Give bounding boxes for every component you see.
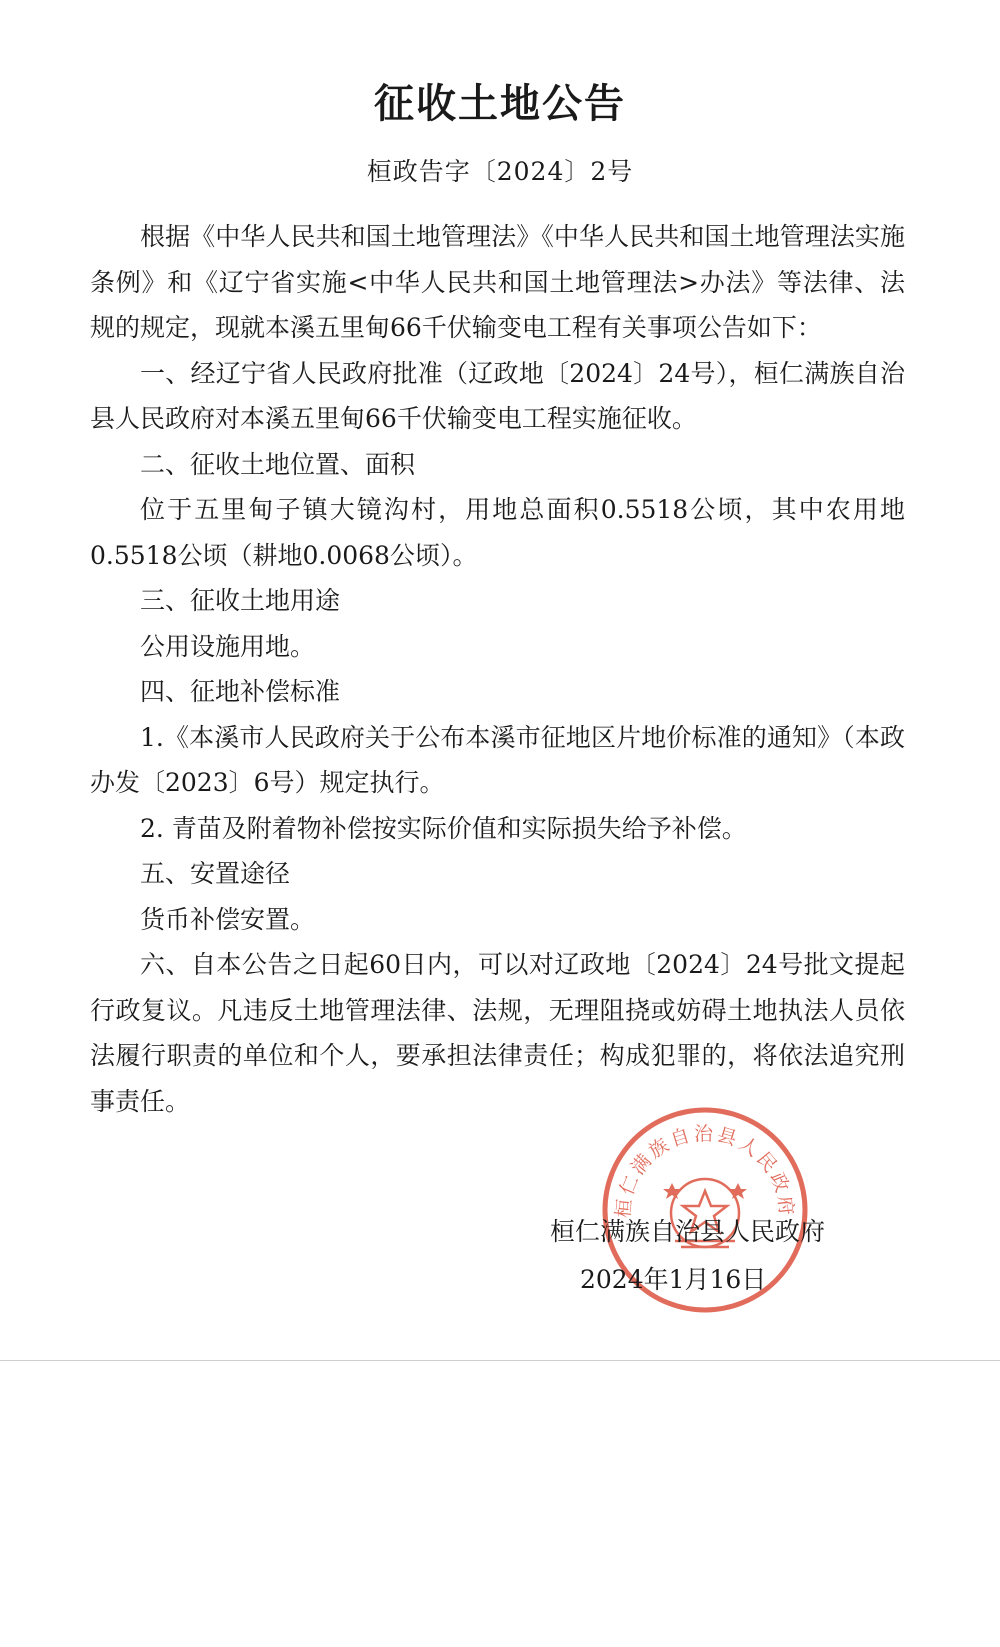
paragraph-intro: 根据《中华人民共和国土地管理法》《中华人民共和国土地管理法实施条例》和《辽宁省实施<中华人民共和国土地管理法>办法》等法律、法规的规定，现就本溪五里甸66千伏输变电工程有关事项公告如下：	[90, 222, 905, 342]
paragraph-6: 六、自本公告之日起60日内，可以对辽政地〔2024〕24号批文提起行政复议。凡违反土地管理法律、法规，无理阻挠或妨碍土地执法人员依法履行职责的单位和个人，要承担法律责任；构成犯罪的，将依法追究刑事责任。	[90, 950, 905, 1116]
paragraph-5: 货币补偿安置。	[140, 904, 316, 934]
signature-organization: 桓仁满族自治县人民政府	[550, 1217, 826, 1246]
paragraph-3: 公用设施用地。	[140, 631, 316, 661]
paragraph-2: 位于五里甸子镇大镜沟村，用地总面积0.5518公顷，其中农用地0.5518公顷（耕地0.0068公顷）。	[90, 495, 905, 570]
heading-3: 三、征收土地用途	[140, 586, 341, 615]
seal-text: 桓仁满族自治县人民政府	[612, 1123, 798, 1220]
svg-text:桓仁满族自治县人民政府	[612, 1123, 797, 1219]
heading-2: 二、征收土地位置、面积	[140, 449, 416, 479]
heading-4: 四、征地补偿标准	[140, 677, 341, 706]
paragraph-1: 一、经辽宁省人民政府批准（辽政地〔2024〕24号），桓仁满族自治县人民政府对本溪五里甸66千伏输变电工程实施征收。	[90, 358, 905, 433]
blank-area	[0, 1361, 1000, 1647]
paragraph-4-2: 2. 青苗及附着物补偿按实际价值和实际损失给予补偿。	[140, 813, 747, 843]
heading-5: 五、安置途径	[140, 859, 291, 888]
signature-date: 2024年1月16日	[580, 1265, 767, 1294]
document-body	[90, 214, 905, 1124]
signature-block	[550, 1208, 825, 1304]
paragraph-4-1: 1.《本溪市人民政府关于公布本溪市征地区片地价标准的通知》（本政办发〔2023〕6号）规定执行。	[90, 722, 905, 797]
document-title: 征收土地公告	[374, 81, 626, 127]
document-number: 桓政告字〔2024〕2号	[366, 157, 634, 186]
